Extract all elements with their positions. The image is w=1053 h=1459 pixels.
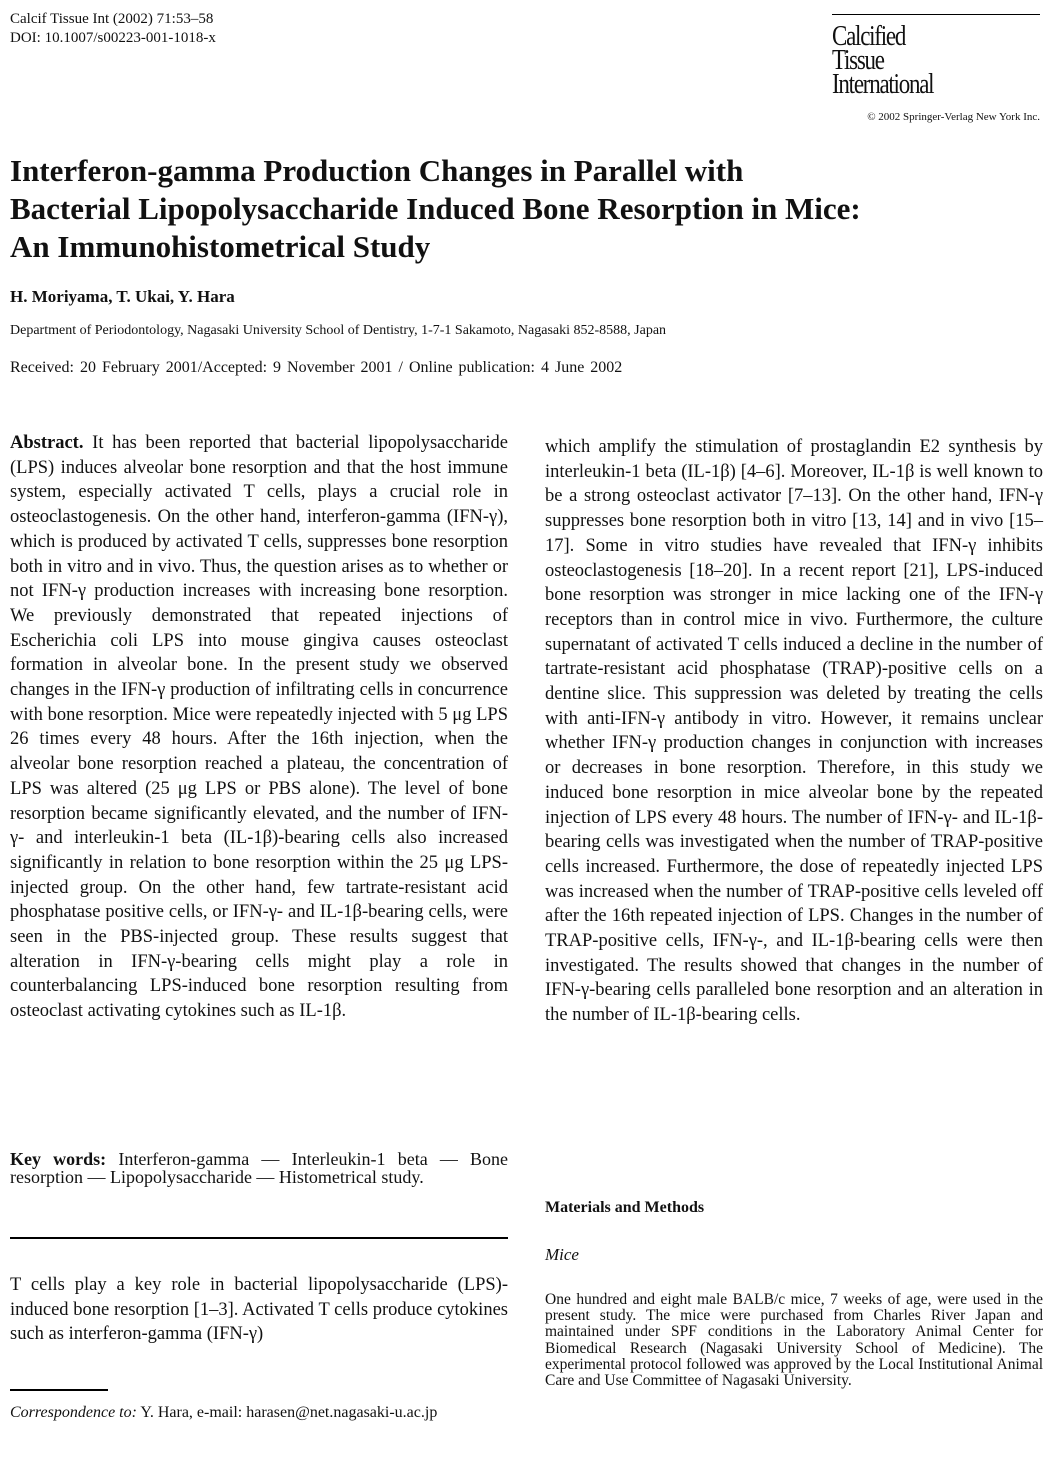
- section-heading-methods: Materials and Methods: [545, 1199, 705, 1216]
- title-line-2: Bacterial Lipopolysaccharide Induced Bone Resorption in Mice:: [10, 191, 861, 226]
- abstract: [10, 431, 508, 1024]
- title-line-3: An Immunohistometrical Study: [10, 229, 431, 264]
- affiliation: Department of Periodontology, Nagasaki University School of Dentistry, 1-7-1 Sakamoto, Nagasaki 852-8588, Japan: [10, 323, 667, 338]
- correspondence: [10, 1404, 508, 1422]
- article-title: [10, 152, 1030, 266]
- title-line-1: Interferon-gamma Production Changes in Parallel with: [10, 153, 744, 188]
- keywords-label: Key words:: [10, 1149, 107, 1169]
- copyright: © 2002 Springer-Verlag New York Inc.: [867, 111, 1040, 123]
- journal-citation: Calcif Tissue Int (2002) 71:53–58: [10, 11, 214, 27]
- keywords: [10, 1150, 508, 1186]
- received-dates: Received: 20 February 2001/Accepted: 9 November 2001 / Online publication: 4 June 2002: [10, 359, 623, 376]
- keywords-text: Interferon-gamma — Interleukin-1 beta — Bone resorption — Lipopolysaccharide — Histometrical study.: [10, 1149, 509, 1187]
- intro-paragraph-right: which amplify the stimulation of prostaglandin E2 synthesis by interleukin-1 beta (IL-1β) [4–6]. Moreover, IL-1β is well known to be a strong osteoclast activator [7–13]. On the other hand, IFN-γ suppresses bone resorption both in vitro [13, 14] and in vivo [15–17]. Some in vitro studies have revealed that IFN-γ inhibits osteoclastogenesis [18–20]. In a recent report [21], LPS-induced bone resorption was stronger in mice lacking one of the IFN-γ receptors than in control mice in vivo. Furthermore, the culture supernatant of activated T cells induced a decline in the number of tartrate-resistant acid phosphatase (TRAP)-positive cells on a dentine slice. This suppression was deleted by treating the cells with anti-IFN-γ antibody in vitro. However, it remains unclear whether IFN-γ production changes in conjunction with increases or decreases in bone resorption. Therefore, in this study we induced bone resorption in mice alveolar bone by the repeated injection of LPS every 48 hours. The number of IFN-γ- and IL-1β-bearing cells was investigated when the number of TRAP-positive cells increased. Furthermore, the dose of repeatedly injected LPS was increased when the number of TRAP-positive cells leveled off after the 16th repeated injection of LPS. Changes in the number of TRAP-positive cells, IFN-γ-, and IL-1β-bearing cells were then investigated. The results showed that changes in the number of IFN-γ-bearing cells paralleled bone resorption and an alteration in the number of IL-1β-bearing cells.: [545, 437, 1043, 1026]
- logo-line-2: Tissue: [832, 45, 884, 76]
- logo-line-3: International: [832, 69, 934, 100]
- subsection-heading-mice: Mice: [545, 1245, 579, 1264]
- journal-logo: [832, 14, 1040, 123]
- abstract-text: It has been reported that bacterial lipopolysaccharide (LPS) induces alveolar bone resorption and that the host immune system, especially activated T cells, plays a crucial role in osteoclastogenesis. On the other hand, interferon-gamma (IFN-γ), which is produced by activated T cells, suppresses bone resorption both in vitro and in vivo. Thus, the question arises as to whether or not IFN-γ production increases with increasing bone resorption. We previously demonstrated that repeated injections of Escherichia coli LPS into mouse gingiva causes osteoclast formation in alveolar bone. In the present study we observed changes in the IFN-γ production of infiltrating cells in concurrence with bone resorption. Mice were repeatedly injected with 5 μg LPS 26 times every 48 hours. After the 16th injection, when the alveolar bone resorption reached a plateau, the concentration of LPS was altered (25 μg LPS or PBS alone). The level of bone resorption became significantly elevated, and the number of IFN-γ- and interleukin-1 beta (IL-1β)-bearing cells also increased significantly in relation to bone resorption within the 25 μg LPS-injected group. On the other hand, few tartrate-resistant acid phosphatase positive cells, or IFN-γ- and IL-1β-bearing cells, were seen in the PBS-injected group. These results suggest that alteration in IFN-γ-bearing cells might play a role in counterbalancing LPS-induced bone resorption resulting from osteoclast activating cytokines such as IL-1β.: [10, 433, 508, 1022]
- journal-reference: [10, 10, 216, 48]
- doi: DOI: 10.1007/s00223-001-1018-x: [10, 30, 216, 46]
- section-divider: [10, 1237, 508, 1239]
- abstract-label: Abstract.: [10, 433, 84, 453]
- intro-paragraph-left: T cells play a key role in bacterial lipopolysaccharide (LPS)-induced bone resorption [1–3]. Activated T cells produce cytokines such as interferon-gamma (IFN-γ): [10, 1275, 508, 1345]
- correspondence-text: Y. Hara, e-mail: harasen@net.nagasaki-u.ac.jp: [140, 1404, 438, 1421]
- logo-line-1: Calcified: [832, 21, 906, 52]
- authors: H. Moriyama, T. Ukai, Y. Hara: [10, 287, 235, 306]
- methods-mice-text: One hundred and eight male BALB/c mice, 7 weeks of age, were used in the present study. The mice were purchased from Charles River Japan and maintained under SPF conditions in the Laboratory Animal Center for Biomedical Research (Nagasaki University School of Medicine). The experimental protocol followed was approved by the Local Institutional Animal Care and Use Committee of Nagasaki University.: [545, 1291, 1043, 1390]
- footnote-rule: [10, 1389, 108, 1391]
- correspondence-label: Correspondence to:: [10, 1404, 137, 1421]
